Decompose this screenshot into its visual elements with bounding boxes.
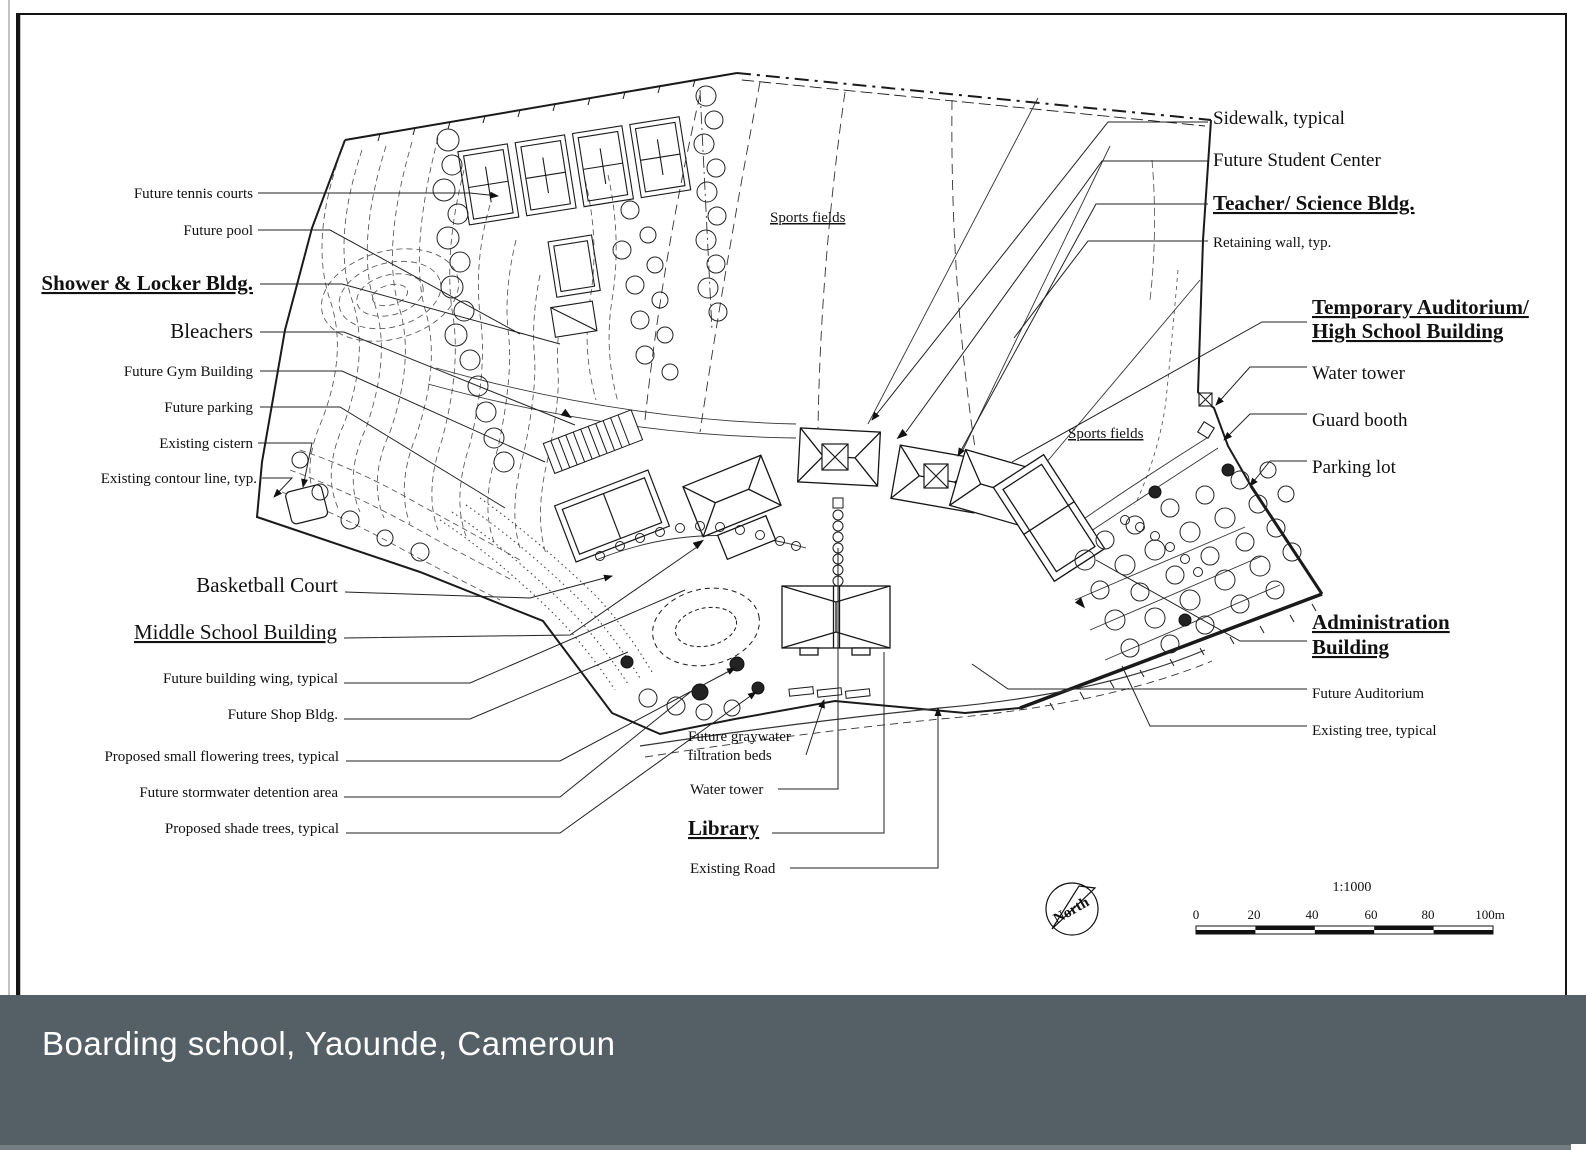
- label-existing-tree: Existing tree, typical: [1312, 723, 1437, 739]
- label-basketball-court: Basketball Court: [196, 573, 338, 597]
- scale-tick-40: 40: [1305, 907, 1319, 922]
- label-sports-fields-east: Sports fields: [1068, 426, 1144, 442]
- trees-east-of-courts: [694, 86, 727, 321]
- shower-locker-building: [551, 301, 597, 337]
- label-future-building-wing: Future building wing, typical: [163, 671, 338, 687]
- guard-booth: [1198, 422, 1215, 439]
- label-water-tower-center: Water tower: [690, 782, 764, 798]
- label-shower-locker-bldg: Shower & Locker Bldg.: [41, 271, 253, 295]
- bleachers: [543, 410, 642, 474]
- label-bleachers: Bleachers: [170, 319, 253, 343]
- trees-mid-slope: [613, 201, 678, 380]
- label-future-tennis-courts: Future tennis courts: [133, 186, 253, 202]
- flowering-trees: [621, 656, 764, 700]
- scale-tick-60: 60: [1364, 907, 1378, 922]
- scale-tick-20: 20: [1247, 907, 1261, 922]
- parking-lot-trees: [1075, 462, 1301, 657]
- shade-trees-south: [639, 689, 740, 720]
- scale-tick-0: 0: [1192, 907, 1200, 922]
- trees-west-slope: [433, 129, 514, 472]
- scale-tick-100: 100m: [1475, 907, 1505, 922]
- middle-school-building: [683, 455, 792, 564]
- label-shade-trees: Proposed shade trees, typical: [164, 821, 339, 837]
- existing-tree-clusters: [1149, 464, 1234, 626]
- label-future-auditorium: Future Auditorium: [1312, 686, 1425, 702]
- water-tower-symbol-west: [822, 444, 848, 470]
- label-guard-booth: Guard booth: [1312, 410, 1408, 431]
- scale-ratio: 1:1000: [1332, 880, 1372, 895]
- label-administration: Administration: [1312, 610, 1450, 634]
- north-arrow-label: North: [1050, 894, 1093, 928]
- library-building: [782, 586, 890, 655]
- label-future-student-center: Future Student Center: [1213, 150, 1381, 171]
- label-existing-cistern: Existing cistern: [159, 436, 253, 452]
- label-small-flowering-trees: Proposed small flowering trees, typical: [104, 749, 339, 765]
- tennis-courts: [458, 117, 691, 225]
- label-parking-lot: Parking lot: [1312, 457, 1396, 478]
- label-retaining-wall: Retaining wall, typ.: [1213, 235, 1332, 251]
- graywater-filtration-beds: [789, 681, 870, 704]
- label-high-school-building: High School Building: [1312, 319, 1504, 343]
- oval-lawn: [645, 579, 766, 676]
- field-division-lines: [645, 82, 1200, 470]
- existing-cistern: [285, 484, 329, 525]
- label-future-shop-bldg: Future Shop Bldg.: [227, 707, 338, 723]
- label-middle-school-building: Middle School Building: [133, 620, 337, 644]
- label-sports-fields-north: Sports fields: [770, 210, 846, 226]
- future-pool: [548, 235, 600, 297]
- label-future-graywater: Future graywater: [688, 729, 791, 745]
- label-existing-road: Existing Road: [690, 861, 776, 877]
- label-sidewalk: Sidewalk, typical: [1213, 108, 1345, 129]
- label-stormwater-detention: Future stormwater detention area: [139, 785, 338, 801]
- water-tower-symbol-east: [924, 464, 948, 488]
- caption-title: Boarding school, Yaounde, Cameroun: [42, 1025, 616, 1062]
- label-future-pool: Future pool: [183, 223, 253, 239]
- label-temporary-auditorium: Temporary Auditorium/: [1312, 295, 1529, 319]
- corner-chip: [1571, 1144, 1586, 1150]
- label-filtration-beds: filtration beds: [688, 748, 772, 764]
- north-arrow: [1046, 883, 1098, 935]
- label-existing-contour-line: Existing contour line, typ.: [100, 471, 257, 487]
- label-library: Library: [688, 816, 760, 840]
- walks-and-roads: [428, 368, 1280, 757]
- scale-tick-80: 80: [1421, 907, 1435, 922]
- entrance-water-tower: [1199, 393, 1212, 406]
- bottom-strip: [0, 1145, 1586, 1150]
- basketball-court: [555, 470, 670, 562]
- label-administration-building: Building: [1312, 635, 1390, 659]
- label-future-gym-building: Future Gym Building: [123, 364, 253, 380]
- caption-bar: [0, 995, 1586, 1150]
- label-teacher-science-bldg: Teacher/ Science Bldg.: [1213, 191, 1415, 215]
- label-future-parking: Future parking: [164, 400, 253, 416]
- scale-bar: [1193, 880, 1505, 934]
- label-water-tower-east: Water tower: [1312, 363, 1405, 384]
